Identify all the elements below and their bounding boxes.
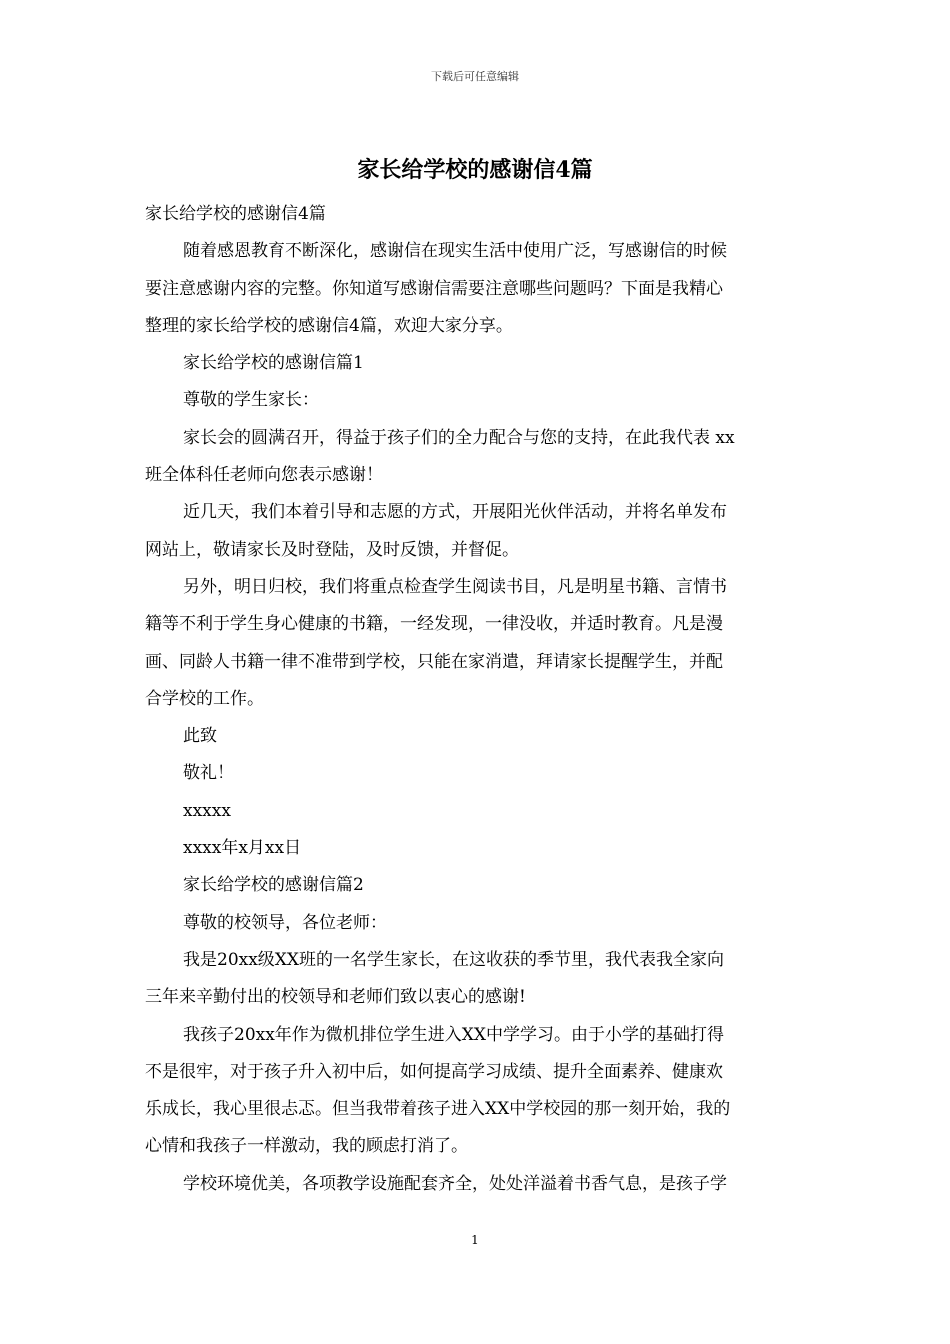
text-line: 尊敬的学生家长： [183,390,319,411]
text-line: 要注意感谢内容的完整。你知道写感谢信需要注意哪些问题吗？下面是我精心 [145,278,723,299]
document-title: 家长给学校的感谢信4篇 [357,157,593,183]
text-line: 尊敬的校领导，各位老师： [183,912,387,933]
text-line: xxxx年x月xx日 [183,838,302,859]
text-line: 三年来辛勤付出的校领导和老师们致以衷心的感谢! [145,987,526,1008]
text-line: 学校环境优美，各项教学设施配套齐全，处处洋溢着书香气息，是孩子学 [183,1173,727,1194]
text-line: 乐成长，我心里很忐忑。但当我带着孩子进入XX中学校园的那一刻开始，我的 [145,1099,731,1120]
text-line: xxxxx [183,800,231,821]
text-line: 心情和我孩子一样激动，我的顾虑打消了。 [145,1136,468,1157]
text-line: 家长会的圆满召开，得益于孩子们的全力配合与您的支持，在此我代表 xx [183,427,735,448]
text-line: 画、同龄人书籍一律不准带到学校，只能在家消遣，拜请家长提醒学生，并配 [145,651,723,672]
document-body [145,196,807,1203]
text-line: 网站上，敬请家长及时登陆，及时反馈，并督促。 [145,539,519,560]
text-line: 另外，明日归校，我们将重点检查学生阅读书目，凡是明星书籍、言情书 [183,576,727,597]
page-number: 1 [471,1233,479,1247]
text-line: 近几天，我们本着引导和志愿的方式，开展阳光伙伴活动，并将名单发布 [183,502,727,523]
text-line: 家长给学校的感谢信篇1 [183,353,364,374]
text-line: 不是很牢，对于孩子升入初中后，如何提高学习成绩、提升全面素养、健康欢 [145,1061,723,1082]
text-line: 籍等不利于学生身心健康的书籍，一经发现，一律没收，并适时教育。凡是漫 [145,614,723,635]
text-line: 家长给学校的感谢信篇2 [183,875,364,896]
text-line: 家长给学校的感谢信4篇 [145,204,326,224]
text-line: 整理的家长给学校的感谢信4篇，欢迎大家分享。 [145,315,513,336]
text-line: 我是20xx级XX班的一名学生家长，在这收获的季节里，我代表我全家向 [183,949,725,970]
text-line: 随着感恩教育不断深化，感谢信在现实生活中使用广泛，写感谢信的时候 [183,241,727,262]
text-line: 我孩子20xx年作为微机排位学生进入XX中学学习。由于小学的基础打得 [183,1024,725,1045]
page-header-note: 下载后可任意编辑 [431,70,519,83]
text-line: 班全体科任老师向您表示感谢！ [145,465,383,486]
text-line: 敬礼！ [183,763,234,784]
text-line: 合学校的工作。 [145,688,264,709]
text-line: 此致 [183,726,217,747]
